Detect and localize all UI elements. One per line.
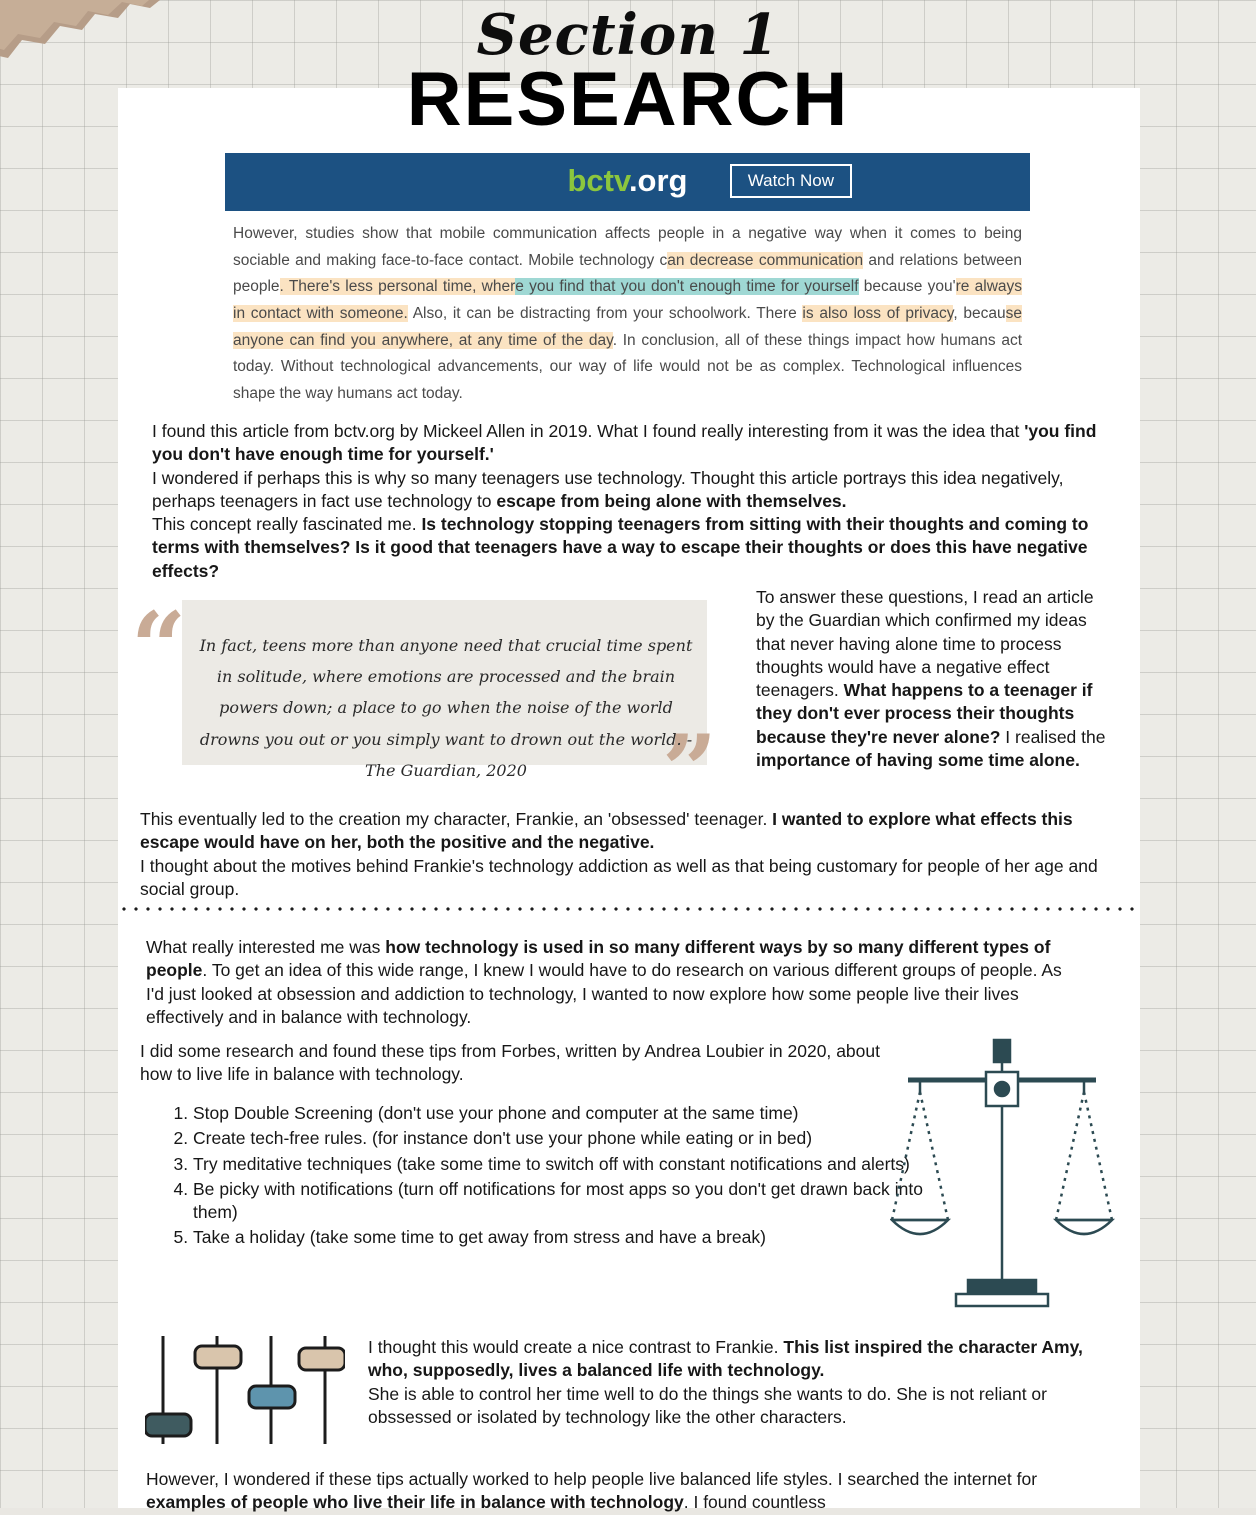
- quote-open-mark: “: [131, 591, 187, 704]
- logo-text: bctv: [567, 162, 629, 198]
- clipping-banner: [225, 153, 1030, 211]
- bctv-logo: [567, 163, 687, 199]
- sliders-illustration: [145, 1330, 345, 1450]
- forbes-tip-item: 4. Be picky with notifications (turn off notifications for most apps so you don't get drawn back into them): [193, 1178, 923, 1223]
- research-intro-paragraph: I found this article from bctv.org by Mickeel Allen in 2019. What I found really interesting from it was the idea that 'you find you don't have enough time for yourself.' I wondered if perhaps this is why so many teenagers use technology. Thought this article portrays this idea negatively, perhaps teenagers in fact use technology to escape from being alone with themselves. This concept really fascinated me. Is technology stopping teenagers from sitting with their thoughts and coming to terms with themselves? Is it good that teenagers have a way to escape their thoughts or does this have negative effects?: [152, 421, 1097, 581]
- logo-suffix: .org: [628, 162, 688, 198]
- guardian-quote: In fact, teens more than anyone need that crucial time spent in solitude, where emotions are processed and the brain powers down; a place to go when the noise of the world drowns you out or you simply want to drown out the world. -The Guardian, 2020: [199, 636, 693, 780]
- clipping-text: However, studies show that mobile communication affects people in a negative way when it comes to being sociable and making face-to-face contact. Mobile technology can decrease communication and relations between people. There's less personal time, where you find that you don't enough time for yourself because you're always in contact with someone. Also, it can be distracting from your schoolwork. There is also loss of privacy, because anyone can find you anywhere, at any time of the day. In conclusion, all of these things impact how humans act today. Without technological advancements, our way of life would not be as complex. Technological influences shape the way humans act today.: [225, 211, 1030, 414]
- section-script-title: Section 1: [476, 2, 780, 68]
- balance-scales-illustration: [890, 1032, 1115, 1317]
- guardian-response-paragraph: To answer these questions, I read an article by the Guardian which confirmed my ideas that never having alone time to process thoughts would have a negative effect teenagers. What happens to a teenager if they don't ever process their thoughts because they're never alone? I realised the importance of having some time alone.: [756, 587, 1106, 770]
- forbes-tip-item: 2. Create tech-free rules. (for instance don't use your phone while eating or in bed): [193, 1127, 923, 1149]
- page-title: RESEARCH: [406, 57, 850, 142]
- forbes-intro-paragraph: I did some research and found these tips from Forbes, written by Andrea Loubier in 2020, about how to live life in balance with technology.: [140, 1041, 880, 1085]
- forbes-tip-item: 1. Stop Double Screening (don't use your phone and computer at the same time): [193, 1102, 923, 1124]
- dotted-divider: [118, 906, 1140, 912]
- quote-close-mark: ”: [662, 714, 718, 827]
- frankie-paragraph: This eventually led to the creation my character, Frankie, an 'obsessed' teenager. I wanted to explore what effects this escape would have on her, both the positive and the negative. I thought about the motives behind Frankie's technology addiction as well as that being customary for people of her age and social group.: [140, 809, 1098, 899]
- watch-now-button[interactable]: Watch Now: [730, 164, 852, 198]
- forbes-tip-item: 5. Take a holiday (take some time to get away from stress and have a break): [193, 1226, 923, 1248]
- technology-range-paragraph: What really interested me was how technology is used in so many different ways by so many different types of people. To get an idea of this wide range, I knew I would have to do research on various different groups of people. As I'd just looked at obsession and addiction to technology, I wanted to now explore how some people live their lives effectively and in balance with technology.: [146, 937, 1062, 1027]
- forbes-tip-item: 3. Try meditative techniques (take some time to switch off with constant notifications and alerts): [193, 1153, 923, 1175]
- closing-paragraph: However, I wondered if these tips actually worked to help people live balanced life styles. I searched the internet for examples of people who live their life in balance with technology. I found countless: [146, 1469, 1038, 1513]
- article-clipping: [225, 153, 1030, 418]
- amy-character-paragraph: I thought this would create a nice contrast to Frankie. This list inspired the character Amy, who, supposedly, lives a balanced life with technology. She is able to control her time well to do the things she wants to do. She is not reliant or obssessed or isolated by technology like the other characters.: [368, 1337, 1083, 1427]
- forbes-tips-list: [155, 1102, 923, 1251]
